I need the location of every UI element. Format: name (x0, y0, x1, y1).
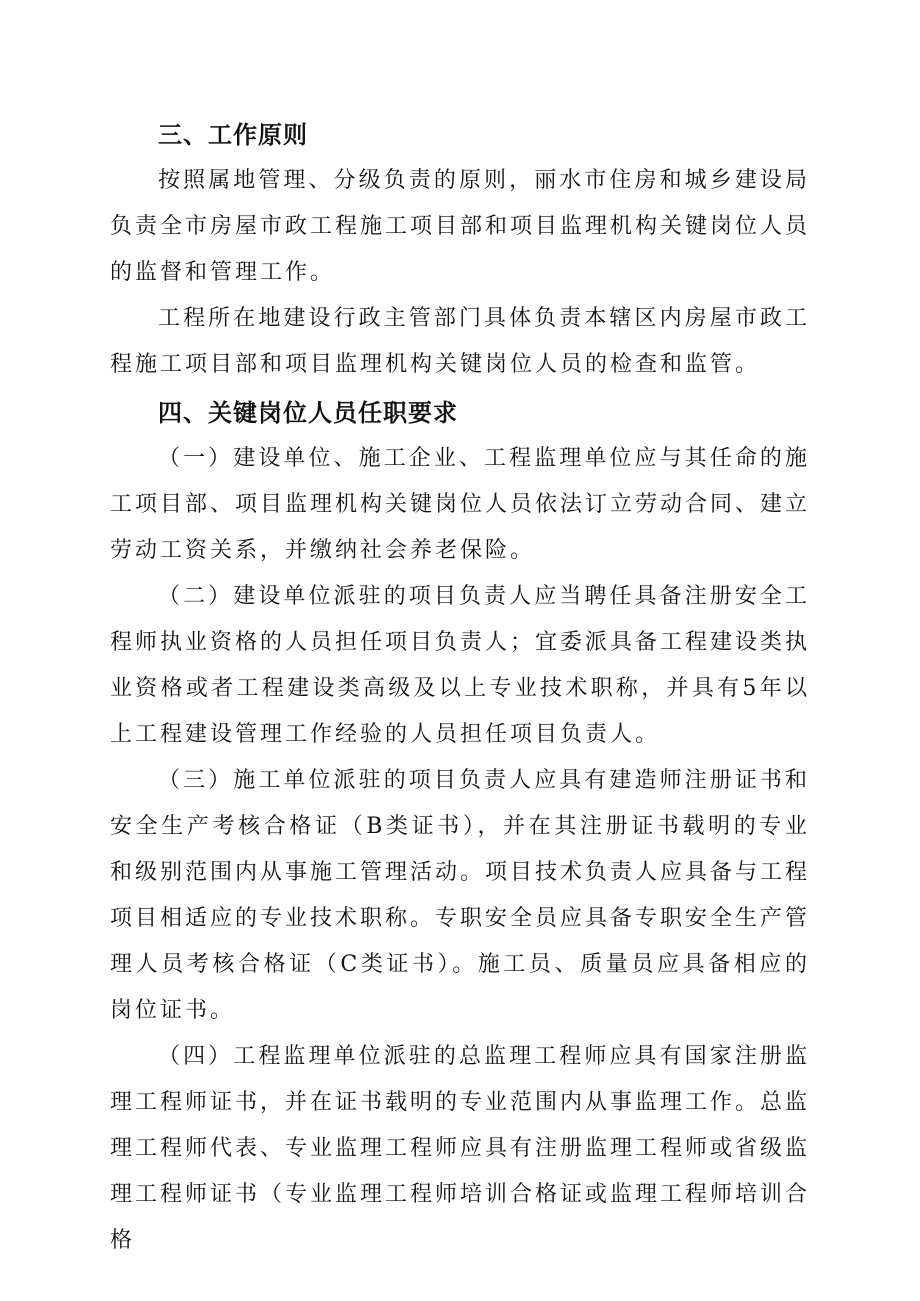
paragraph-principles-1: 按照属地管理、分级负责的原则，丽水市住房和城乡建设局负责全市房屋市政工程施工项目部和项目监理机构关键岗位人员的监督和管理工作。 (110, 168, 811, 285)
section-heading-principles: 三、工作原则 (158, 121, 308, 149)
paragraph-requirement-3: （三）施工单位派驻的项目负责人应具有建造师注册证书和安全生产考核合格证（B类证书），并在其注册证书载明的专业和级别范围内从事施工管理活动。项目技术负责人应具备与工程项目相适应的专业技术职称。专职安全员应具备专职安全生产管理人员考核合格证（C类证书）。施工员、质量员应具备相应的岗位证书。 (110, 768, 811, 1023)
paragraph-principles-2: 工程所在地建设行政主管部门具体负责本辖区内房屋市政工程施工项目部和项目监理机构关键岗位人员的检查和监管。 (110, 306, 810, 377)
section-heading-requirements: 四、关键岗位人员任职要求 (158, 399, 458, 427)
document-body (110, 112, 810, 1264)
paragraph-requirement-4: （四）工程监理单位派驻的总监理工程师应具有国家注册监理工程师证书，并在证书载明的专业范围内从事监理工作。总监理工程师代表、专业监理工程师应具有注册监理工程师或省级监理工程师证书（专业监理工程师培训合格证或监理工程师培训合格 (110, 1044, 811, 1253)
paragraph-requirement-1: （一）建设单位、施工企业、工程监理单位应与其任命的施工项目部、项目监理机构关键岗位人员依法订立劳动合同、建立劳动工资关系，并缴纳社会养老保险。 (110, 446, 811, 563)
paragraph-requirement-2: （二）建设单位派驻的项目负责人应当聘任具备注册安全工程师执业资格的人员担任项目负责人；宜委派具备工程建设类执业资格或者工程建设类高级及以上专业技术职称，并具有5年以上工程建设管理工作经验的人员担任项目负责人。 (110, 584, 811, 747)
